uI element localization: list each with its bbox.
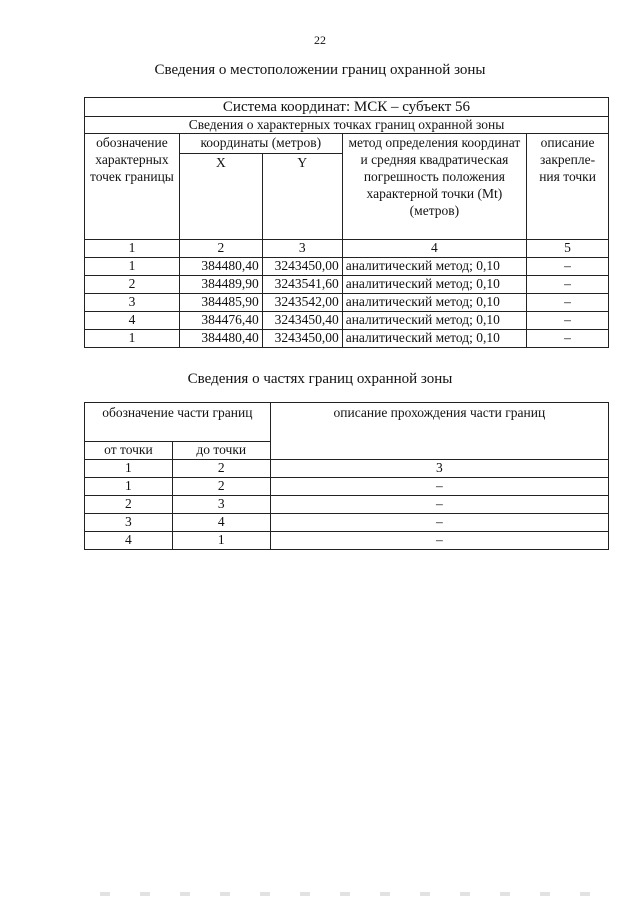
part-description: –: [270, 532, 608, 550]
coord-x: 384480,40: [179, 258, 262, 276]
point-id: 3: [85, 294, 180, 312]
col-number: 3: [270, 460, 608, 478]
col-number: 5: [527, 240, 609, 258]
header-designation: обозначение характерных точек границы: [85, 134, 180, 240]
header-method: метод определения координат и средняя квадратическая погрешность положения характерной точки (Mt) (метров): [342, 134, 526, 240]
point-description: –: [527, 294, 609, 312]
col-number: 2: [172, 460, 270, 478]
header-x: X: [179, 154, 262, 240]
to-point: 3: [172, 496, 270, 514]
table-row: [85, 312, 609, 330]
section-title-parts: Сведения о частях границ охранной зоны: [187, 371, 453, 387]
from-point: 1: [85, 478, 173, 496]
col-number: 4: [342, 240, 526, 258]
table-row: [85, 276, 609, 294]
header-coordinates: координаты (метров): [179, 134, 342, 154]
to-point: 2: [172, 478, 270, 496]
header-part-description: описание прохождения части границ: [270, 403, 608, 460]
coord-y: 3243542,00: [262, 294, 342, 312]
coord-x: 384480,40: [179, 330, 262, 348]
from-point: 4: [85, 532, 173, 550]
to-point: 4: [172, 514, 270, 532]
page-number: 22: [314, 33, 326, 47]
points-heading-cell: Сведения о характерных точках границ охранной зоны: [85, 117, 609, 134]
part-description: –: [270, 496, 608, 514]
header-from-point: от точки: [85, 442, 173, 460]
coord-y: 3243450,00: [262, 258, 342, 276]
coord-y: 3243541,60: [262, 276, 342, 294]
section-title-location: Сведения о местоположении границ охранной зоны: [154, 62, 486, 78]
to-point: 1: [172, 532, 270, 550]
footer-faint-text: [100, 892, 620, 896]
header-part-designation: обозначение части границ: [85, 403, 271, 442]
col-number: 3: [262, 240, 342, 258]
table-row: [85, 496, 609, 514]
point-id: 2: [85, 276, 180, 294]
from-point: 3: [85, 514, 173, 532]
point-id: 1: [85, 258, 180, 276]
col-number: 1: [85, 460, 173, 478]
method: аналитический метод; 0,10: [342, 294, 526, 312]
header-description: описание закрепле-ния точки: [527, 134, 609, 240]
point-description: –: [527, 330, 609, 348]
method: аналитический метод; 0,10: [342, 276, 526, 294]
coord-y: 3243450,00: [262, 330, 342, 348]
method: аналитический метод; 0,10: [342, 330, 526, 348]
header-to-point: до точки: [172, 442, 270, 460]
boundary-parts-table: [84, 402, 609, 550]
coordinate-system-cell: Система координат: МСК – субъект 56: [85, 98, 609, 117]
part-description: –: [270, 514, 608, 532]
method: аналитический метод; 0,10: [342, 312, 526, 330]
col-number: 2: [179, 240, 262, 258]
table-row: [85, 514, 609, 532]
part-description: –: [270, 478, 608, 496]
point-id: 4: [85, 312, 180, 330]
coord-y: 3243450,40: [262, 312, 342, 330]
table-row: [85, 532, 609, 550]
coord-x: 384489,90: [179, 276, 262, 294]
point-description: –: [527, 276, 609, 294]
table-row: [85, 258, 609, 276]
table-row: [85, 478, 609, 496]
point-description: –: [527, 258, 609, 276]
table-row: [85, 294, 609, 312]
coord-x: 384476,40: [179, 312, 262, 330]
point-description: –: [527, 312, 609, 330]
col-number: 1: [85, 240, 180, 258]
header-y: Y: [262, 154, 342, 240]
coordinates-table: [84, 97, 609, 348]
method: аналитический метод; 0,10: [342, 258, 526, 276]
from-point: 2: [85, 496, 173, 514]
table-row: [85, 330, 609, 348]
coord-x: 384485,90: [179, 294, 262, 312]
point-id: 1: [85, 330, 180, 348]
